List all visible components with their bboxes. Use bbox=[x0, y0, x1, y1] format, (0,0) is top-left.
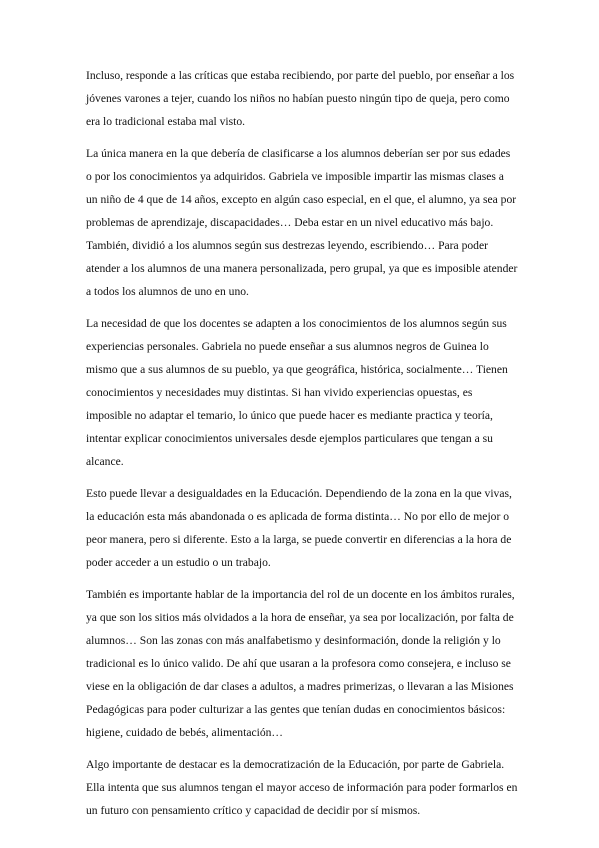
body-text bbox=[86, 64, 518, 831]
paragraph-1: Incluso, responde a las críticas que estaba recibiendo, por parte del pueblo, por enseñar a los jóvenes varones a tejer, cuando los niños no habían puesto ningún tipo de queja, pero como era lo tradicional estaba mal visto. bbox=[86, 69, 515, 128]
paragraph-4: Esto puede llevar a desigualdades en la Educación. Dependiendo de la zona en la que vivas, la educación esta más abandonada o es aplicada de forma distinta… No por ello de mejor o peor manera, pero si diferente. Esto a la larga, se puede convertir en diferencias a la hora de poder acceder a un estudio o un trabajo. bbox=[86, 487, 512, 569]
paragraph-3: La necesidad de que los docentes se adapten a los conocimientos de los alumnos según sus experiencias personales. Gabriela no puede enseñar a sus alumnos negros de Guinea lo mismo que a sus alumnos de su pueblo, ya que geográfica, histórica, socialmente… Tienen conocimientos y necesidades muy distintas. Si han vivido experiencias opuestas, es imposible no adaptar el temario, lo único que puede hacer es mediante practica y teoría, intentar explicar conocimientos universales desde ejemplos particulares que tengan a su alcance. bbox=[86, 317, 508, 468]
paragraph-6: Algo importante de destacar es la democratización de la Educación, por parte de Gabriela. Ella intenta que sus alumnos tengan el mayor acceso de información para poder formarlos en un futuro con pensamiento crítico y capacidad de decidir por sí mismos. bbox=[86, 758, 518, 817]
paragraph-5: También es importante hablar de la importancia del rol de un docente en los ámbitos rurales, ya que son los sitios más olvidados a la hora de enseñar, ya sea por localización, por falta de alumnos… Son las zonas con más analfabetismo y desinformación, donde la religión y lo tradicional es lo único valido. De ahí que usaran a la profesora como consejera, e incluso se viese en la obligación de dar clases a adultos, a madres primerizas, o llevaran a las Misiones Pedagógicas para poder culturizar a las gentes que tenían dudas en conocimientos básicos: higiene, cuidado de bebés, alimentación… bbox=[86, 588, 515, 739]
paragraph-2: La única manera en la que debería de clasificarse a los alumnos deberían ser por sus edades o por los conocimientos ya adquiridos. Gabriela ve imposible impartir las mismas clases a un niño de 4 que de 14 años, excepto en algún caso especial, en el que, el alumno, ya sea por problemas de aprendizaje, discapacidades… Deba estar en un nivel educativo más bajo. También, dividió a los alumnos según sus destrezas leyendo, escribiendo… Para poder atender a los alumnos de una manera personalizada, pero grupal, ya que es imposible atender a todos los alumnos de uno en uno. bbox=[86, 147, 518, 298]
